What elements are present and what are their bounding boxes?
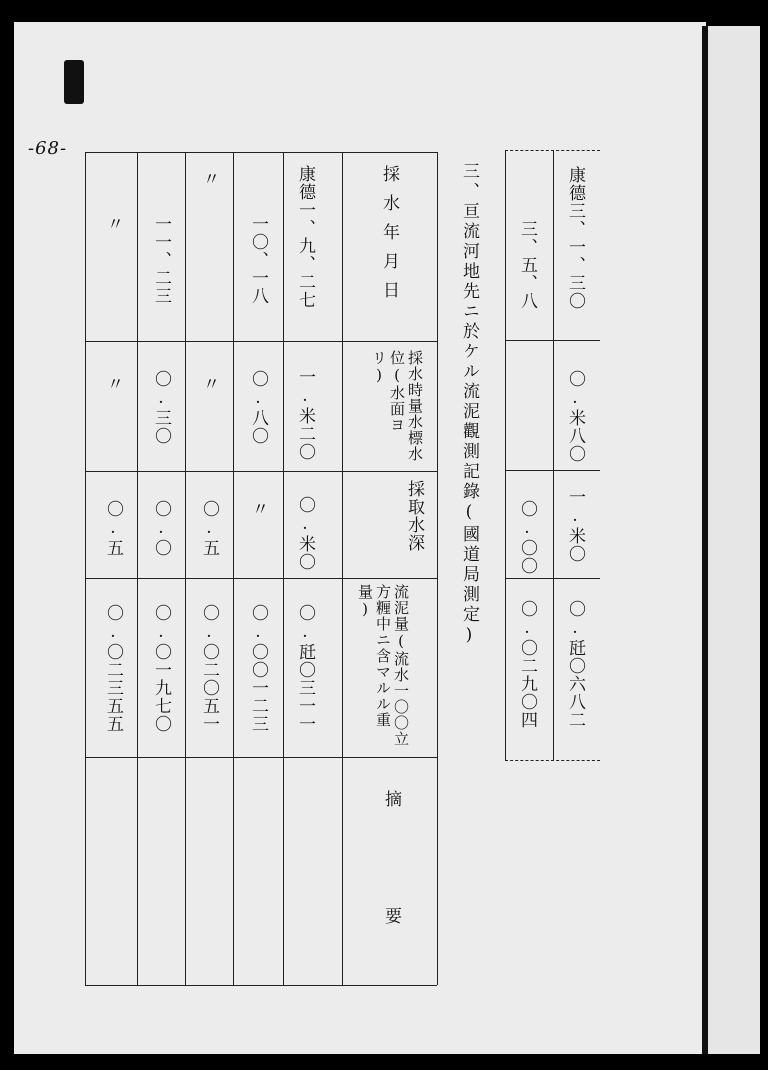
cell-depth: 〇.五 — [103, 500, 123, 557]
cell-date: 一〇、一八 — [248, 215, 268, 305]
cell-sediment: 〇.〇一九七〇 — [151, 604, 171, 733]
cell-date: 一一、二三 — [151, 215, 171, 305]
cell-depth: 〃 — [248, 500, 268, 518]
top-row-sampling-depth: 一.米〇 — [565, 488, 585, 563]
cell-depth: 〇.米〇 — [295, 496, 315, 571]
header-date: 採水年月日 — [379, 165, 399, 310]
cell-date: 〃 — [199, 170, 219, 188]
top-row-date: 三、五、八 — [517, 220, 537, 310]
header-remarks: 摘要 — [381, 790, 401, 1024]
header-sediment: 流泥量(流水一〇〇立方糎中ニ含マルル重量) — [356, 584, 410, 747]
cell-date: 〃 — [103, 215, 123, 233]
corner-mark — [64, 60, 84, 104]
cell-date: 康德一、九、二七 — [295, 165, 315, 309]
cell-level: 〇.八〇 — [248, 370, 268, 445]
cell-level: 〃 — [199, 375, 219, 393]
cell-sediment: 〇.〇二〇五一 — [199, 604, 219, 733]
header-depth: 採取水深 — [404, 480, 424, 552]
top-row-sampling-depth: 〇.〇〇 — [517, 500, 537, 575]
top-row-sediment: 〇.〇二九〇四 — [517, 600, 537, 729]
top-row-date: 康德三、一、三〇 — [565, 166, 585, 310]
cell-sediment: 〇.〇二三五五 — [103, 604, 123, 733]
cell-sediment: 〇.瓩〇三一一 — [295, 604, 315, 733]
cell-depth: 〇.〇 — [151, 500, 171, 557]
cell-level: 〃 — [103, 375, 123, 393]
page-number: -68- — [28, 138, 68, 159]
cell-depth: 〇.五 — [199, 500, 219, 557]
top-row-sediment: 〇.瓩〇六八二 — [565, 600, 585, 729]
header-level: 採水時量水標水位(水面ヨリ) — [370, 350, 424, 462]
cell-sediment: 〇.〇〇一二三 — [248, 604, 268, 733]
next-page-edge — [708, 26, 760, 1054]
top-row-depth: 〇.米八〇 — [565, 370, 585, 463]
section-title: 三、亘流河地先ニ於ケル流泥觀測記錄(國道局測定) — [459, 162, 479, 648]
cell-level: 一.米二〇 — [295, 368, 315, 461]
cell-level: 〇.三〇 — [151, 370, 171, 445]
